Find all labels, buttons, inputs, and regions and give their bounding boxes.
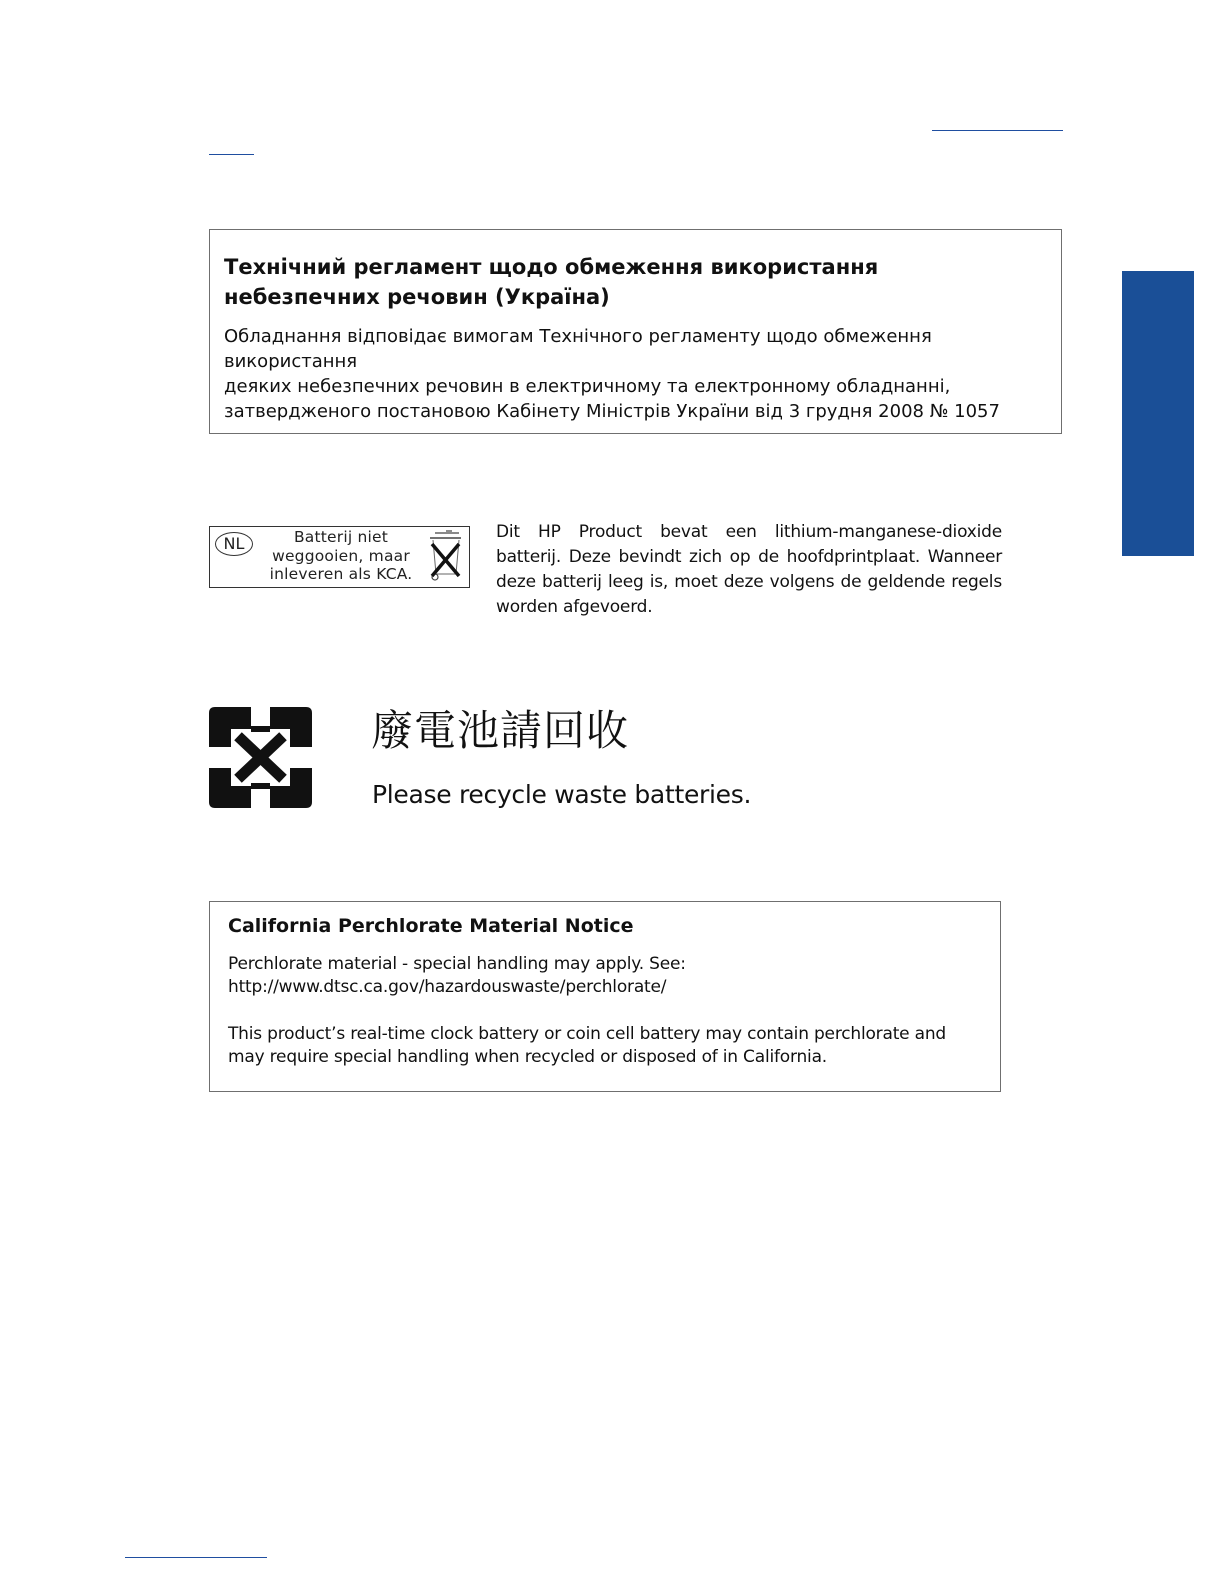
california-spacer bbox=[228, 999, 982, 1023]
nl-country-badge: NL bbox=[215, 532, 253, 556]
crossed-out-wheelie-bin-icon bbox=[426, 530, 464, 584]
ukraine-notice-title bbox=[224, 252, 1047, 312]
california-notice-title: California Perchlorate Material Notice bbox=[228, 915, 634, 937]
ukraine-notice-box bbox=[209, 229, 1062, 434]
chapter-side-tab bbox=[1122, 271, 1194, 556]
ukraine-body-line-2: деяких небезпечних речовин в електричному та електронному обладнанні, bbox=[224, 376, 951, 397]
california-line-4: may require special handling when recycled or disposed of in California. bbox=[228, 1047, 827, 1067]
california-notice-box bbox=[209, 901, 1001, 1092]
ukraine-body-line-1: Обладнання відповідає вимогам Технічного регламенту щодо обмеження використання bbox=[224, 326, 932, 372]
ukraine-body-line-3: затвердженого постановою Кабінету Міністрів України від 3 грудня 2008 № 1057 bbox=[224, 401, 1000, 422]
link-underline-top-left[interactable] bbox=[209, 154, 254, 155]
link-underline-bottom[interactable] bbox=[125, 1557, 267, 1558]
recycle-chinese-text: 廢電池請回收 bbox=[371, 706, 630, 755]
nl-battery-paragraph: Dit HP Product bevat een lithium-manganese-dioxide batterij. Deze bevindt zich op de hoofdprintplaat. Wanneer deze batterij leeg is, moet deze volgens de geldende regels worden afgevoerd. bbox=[496, 522, 1002, 617]
california-url: http://www.dtsc.ca.gov/hazardouswaste/perchlorate/ bbox=[228, 977, 667, 997]
taiwan-battery-recycling-icon bbox=[209, 707, 312, 808]
nl-label-line-3: inleveren als KCA. bbox=[269, 565, 413, 583]
ukraine-notice-body bbox=[224, 324, 1047, 424]
link-underline-top-right[interactable] bbox=[932, 130, 1063, 131]
nl-label-line-2: weggooien, maar bbox=[272, 546, 410, 565]
california-line-3: This product’s real-time clock battery or coin cell battery may contain perchlorate and bbox=[228, 1024, 946, 1044]
nl-label-line-1: Batterij niet bbox=[293, 528, 389, 546]
nl-battery-label bbox=[209, 526, 470, 588]
california-line-1: Perchlorate material - special handling may apply. See: bbox=[228, 954, 686, 974]
nl-label-text bbox=[256, 528, 426, 584]
recycle-english-text: Please recycle waste batteries. bbox=[372, 780, 752, 809]
ukraine-title-line-2: небезпечних речовин (Україна) bbox=[224, 285, 610, 309]
ukraine-title-line-1: Технічний регламент щодо обмеження використання bbox=[224, 255, 879, 279]
